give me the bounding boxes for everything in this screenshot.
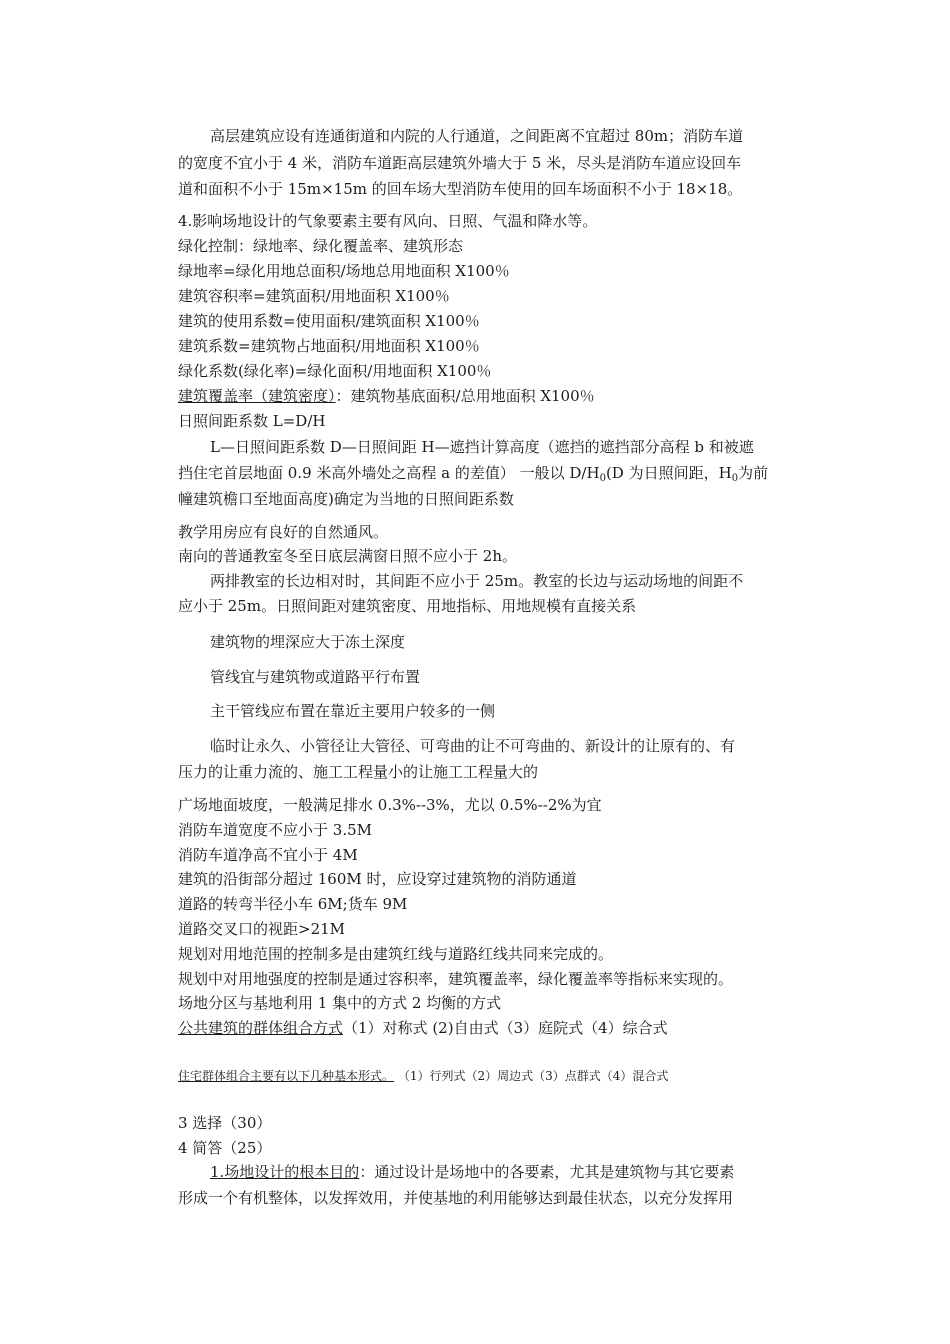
underlined-term: 建筑覆盖率（建筑密度）	[178, 387, 336, 405]
text-line: 南向的普通教室冬至日底层满窗日照不应小于 2h。	[178, 547, 517, 565]
text-span: 挡住宅首层地面 0.9 米高外墙处之高程 a 的差值） 一般以 D/H	[178, 464, 600, 482]
text-line: 3 选择（30）	[178, 1114, 272, 1132]
text-line: 绿化控制：绿地率、绿化覆盖率、建筑形态	[178, 237, 464, 255]
text-line: 压力的让重力流的、施工工程量小的让施工工程量大的	[178, 763, 539, 781]
text-span: ：通过设计是场地中的各要素，尤其是建筑物与其它要素	[359, 1163, 735, 1181]
text-line: 绿地率=绿化用地总面积/场地总用地面积 X100％	[178, 262, 510, 280]
text-line: 绿化系数(绿化率)=绿化面积/用地面积 X100％	[178, 362, 492, 380]
text-line: 建筑物的埋深应大于冻土深度	[210, 633, 406, 651]
text-line: 4 简答（25）	[178, 1139, 272, 1157]
text-line: 建筑系数=建筑物占地面积/用地面积 X100％	[178, 337, 480, 355]
text-line: 建筑的沿街部分超过 160M 时，应设穿过建筑物的消防通道	[178, 870, 577, 888]
text-line: 日照间距系数 L=D/H	[178, 412, 326, 430]
text-line: 高层建筑应设有连通街道和内院的人行通道，之间距离不宜超过 80m；消防车道	[210, 127, 744, 145]
text-line: 道路交叉口的视距>21M	[178, 920, 346, 938]
text-line: 消防车道宽度不应小于 3.5M	[178, 821, 372, 839]
text-span: (D 为日照间距，H	[605, 464, 732, 482]
text-line: 消防车道净高不宜小于 4M	[178, 846, 358, 864]
subscript: 0	[731, 473, 739, 484]
text-line: 的宽度不宜小于 4 米，消防车道距高层建筑外墙大于 5 米，尽头是消防车道应设回车	[178, 154, 742, 172]
text-line: 道路的转弯半径小车 6M;货车 9M	[178, 895, 408, 913]
text-line	[178, 386, 595, 406]
text-line: 建筑容积率=建筑面积/用地面积 X100％	[178, 287, 450, 305]
text-line: 管线宜与建筑物或道路平行布置	[210, 668, 421, 686]
text-line: 主干管线应布置在靠近主要用户较多的一侧	[210, 702, 496, 720]
text-line	[178, 1018, 668, 1038]
text-span: （1）行列式（2）周边式（3）点群式（4）混合式	[394, 1069, 669, 1083]
subscript: 0	[599, 473, 606, 484]
text-line: 形成一个有机整体，以发挥效用，并使基地的利用能够达到最佳状态，以充分发挥用	[178, 1189, 734, 1207]
text-line: 教学用房应有良好的自然通风。	[178, 523, 389, 541]
underlined-term: 1.场地设计的根本目的	[210, 1163, 360, 1181]
text-line: 场地分区与基地利用 1 集中的方式 2 均衡的方式	[178, 994, 502, 1012]
text-line: 临时让永久、小管径让大管径、可弯曲的让不可弯曲的、新设计的让原有的、有	[210, 737, 736, 755]
text-line: L—日照间距系数 D—日照间距 H—遮挡计算高度（遮挡的遮挡部分高程 b 和被遮	[210, 438, 754, 456]
text-line: 两排教室的长边相对时，其间距不应小于 25m。教室的长边与运动场地的间距不	[210, 572, 744, 590]
underlined-term: 住宅群体组合主要有以下几种基本形式。	[178, 1069, 395, 1083]
text-line: 建筑的使用系数=使用面积/建筑面积 X100％	[178, 312, 480, 330]
text-line: 4.影响场地设计的气象要素主要有风向、日照、气温和降水等。	[178, 212, 598, 230]
text-line	[210, 1162, 734, 1182]
text-span: ：建筑物基底面积/总用地面积 X100％	[335, 387, 595, 405]
text-line: 应小于 25m。日照间距对建筑密度、用地指标、用地规模有直接关系	[178, 597, 637, 615]
text-line: 道和面积不小于 15m×15m 的回车场大型消防车使用的回车场面积不小于 18×18。	[178, 180, 743, 198]
underlined-term: 公共建筑的群体组合方式	[178, 1019, 344, 1037]
text-line: 幢建筑檐口至地面高度)确定为当地的日照间距系数	[178, 490, 514, 508]
text-line: 规划对用地范围的控制多是由建筑红线与道路红线共同来完成的。	[178, 945, 614, 963]
text-line	[178, 463, 768, 489]
text-line: 规划中对用地强度的控制是通过容积率，建筑覆盖率，绿化覆盖率等指标来实现的。	[178, 970, 734, 988]
text-span: 为前	[738, 464, 769, 482]
text-line	[178, 1066, 668, 1086]
text-line: 广场地面坡度，一般满足排水 0.3%--3%，尤以 0.5%--2%为宜	[178, 796, 602, 814]
text-span: （1）对称式 (2)自由式（3）庭院式（4）综合式	[343, 1019, 668, 1037]
